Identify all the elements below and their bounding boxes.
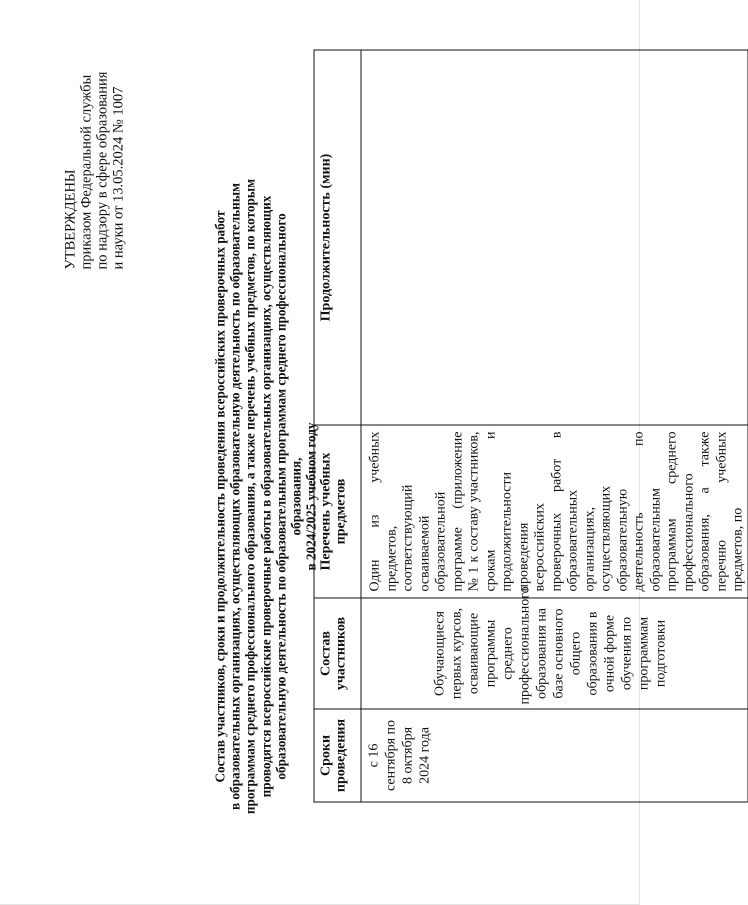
rotated-sheet [1,0,746,905]
approval-stamp [63,10,127,270]
document-title [213,177,319,817]
table-row [361,50,748,802]
approval-title: УТВЕРЖДЕНЫ [62,169,79,270]
title-line: образовательную деятельность по образовательным программам среднего профессионального образования, [273,213,304,780]
title-line: в образовательных организациях, осуществляющих образовательную деятельность по образовательным [227,183,243,810]
approval-line: приказом Федеральной службы [78,74,95,270]
title-line: в 2024/2025 учебном году [303,422,319,571]
title-line: проводятся всероссийские проверочные работы в образовательных организациях, осуществляющих [258,195,274,798]
table-header-row [314,50,361,802]
cell-duration [361,50,748,425]
header-subjects: Перечень учебных предметов [314,425,361,598]
header-dates: Сроки проведения [314,709,361,802]
header-duration: Продолжительность (мин) [314,50,361,425]
cell-participants: Обучающиеся первых курсов, осваивающие программы среднего профессионального образования на базе основного общего образования в очной форме обучения по программам подготовки [361,598,748,709]
approval-line: и науки от 13.05.2024 № 1007 [110,86,127,270]
title-line: программам среднего профессионального образования, а также перечень учебных предметов, по которым [242,178,258,815]
approval-line: по надзору в сфере образования [94,71,111,270]
schedule-table [314,50,748,803]
title-line: Состав участников, сроки и продолжительность проведения всероссийских проверочных работ [212,210,228,783]
header-participants: Состав участников [314,598,361,709]
cell-dates: с 16 сентября по 8 октября 2024 года [361,709,748,802]
cell-subjects: Один из учебных предметов, соответствующий осваиваемой образовательной программе (приложение № 1 к составу участников, срокам и продолжительности проведения всероссийских проверочных работ в образовательных организациях, осуществляющих образовательную деятельность по образовательным программам среднего профессионального образования, а также перечню учебных предметов, по [361,425,748,598]
